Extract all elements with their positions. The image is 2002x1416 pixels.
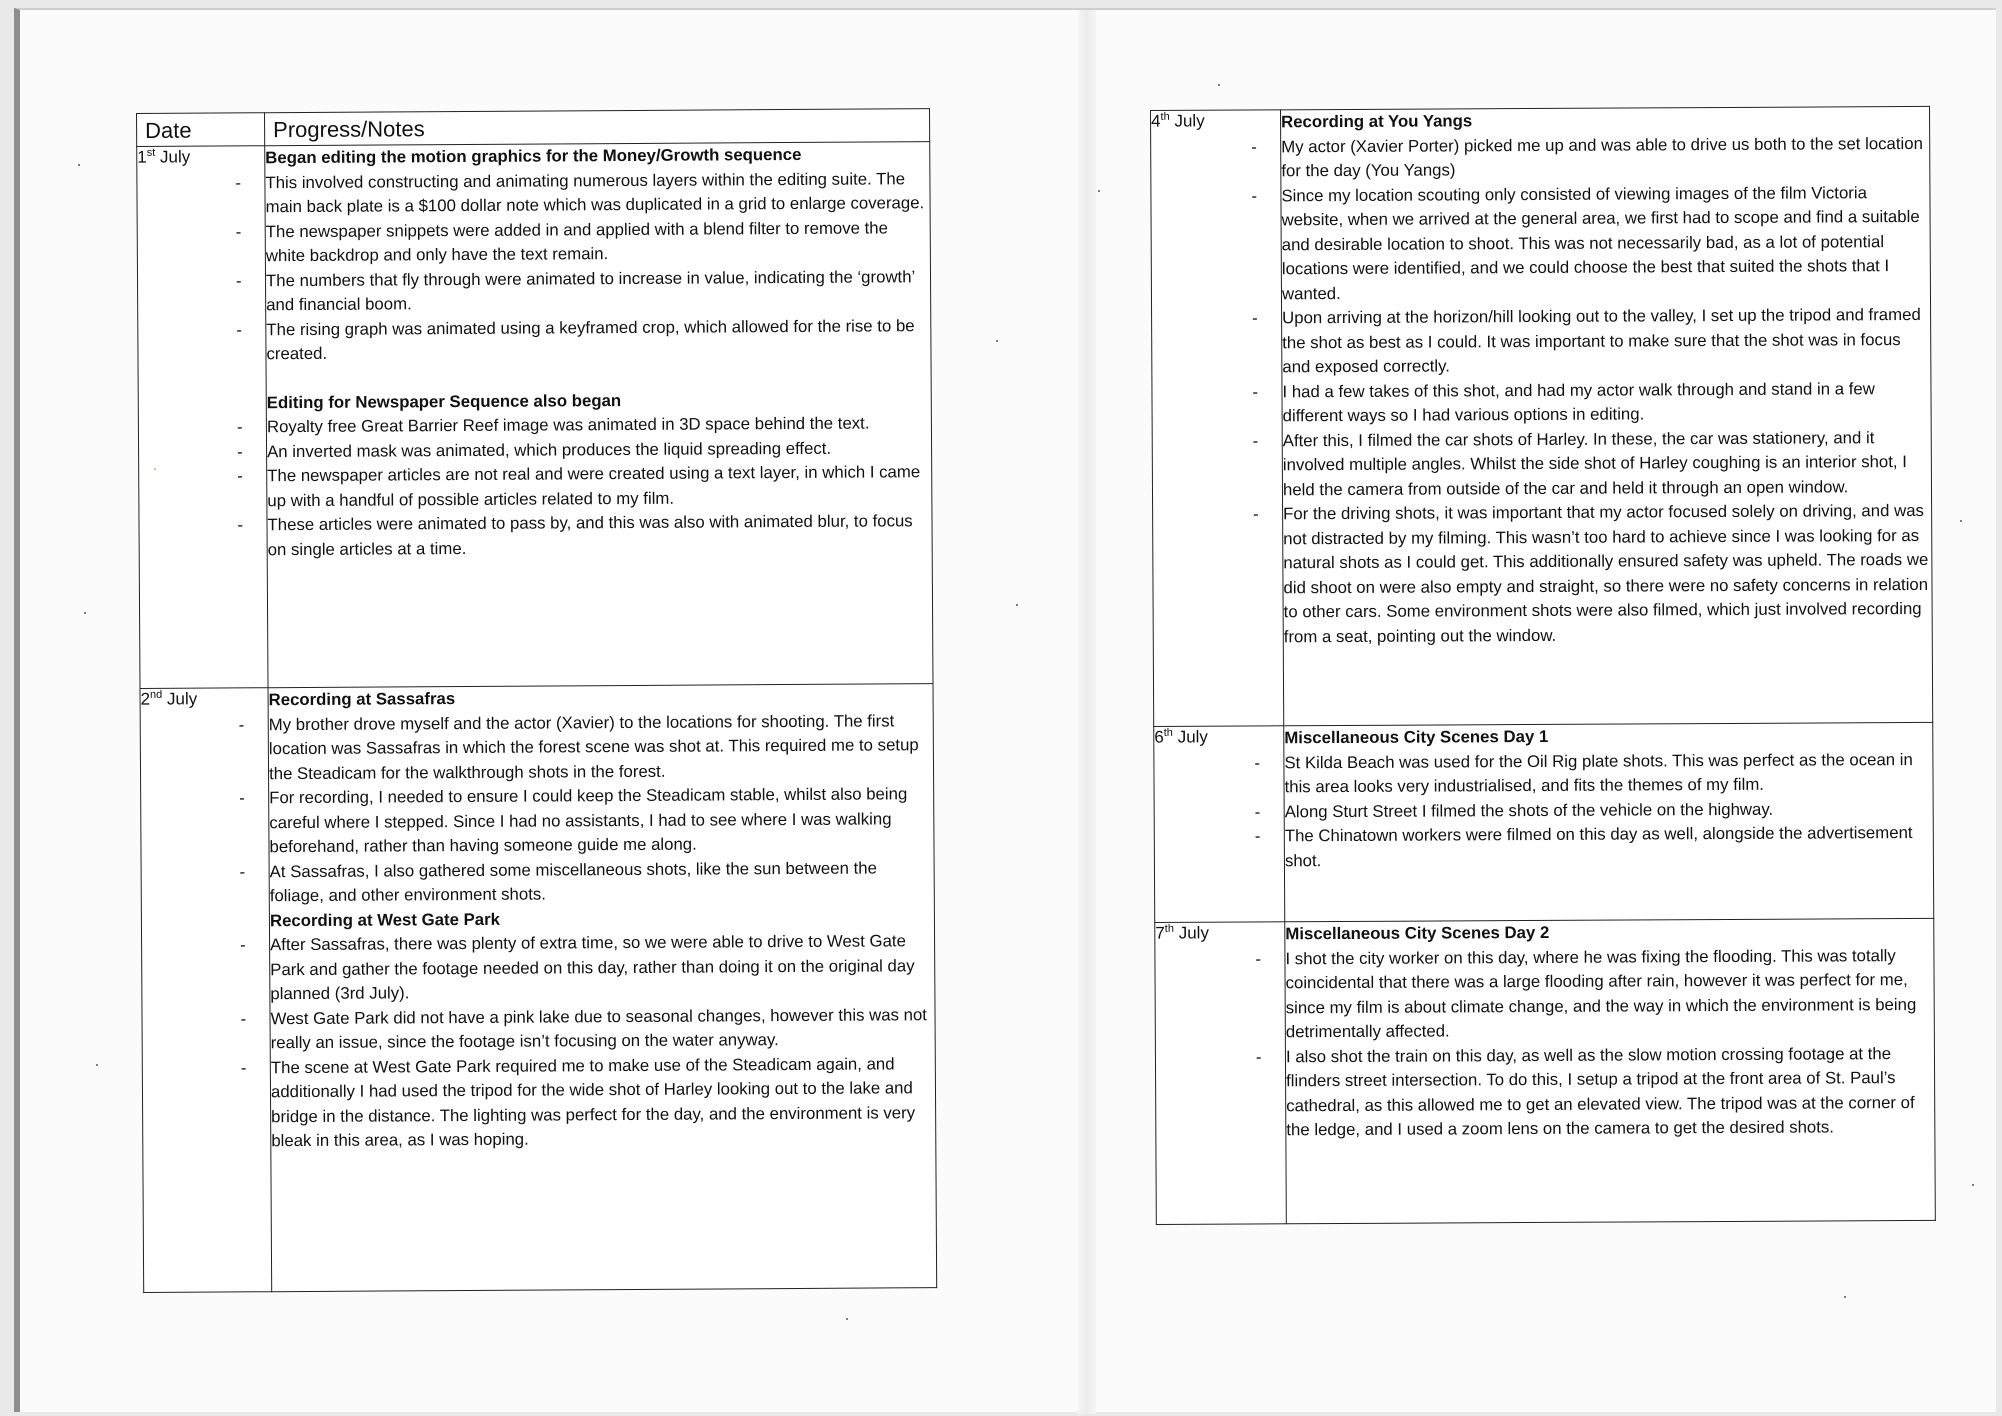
log-row [1155, 918, 1936, 1224]
right-progress-table [1150, 106, 1936, 1225]
scan-speck [78, 164, 80, 166]
scan-speck [84, 612, 86, 614]
note-item: - For recording, I needed to ensure I could keep the Steadicam stable, whilst also being careful where I stepped. Since I had no assistants, I had to see where I was walking beforehand, rather than having someone guide me along. [269, 782, 933, 860]
notes-list [270, 929, 935, 1154]
section-title: Began editing the motion graphics for the Money/Growth sequence [265, 144, 802, 168]
note-item: - These articles were animated to pass by, and this was also with animated blur, to focus on single articles at a time. [267, 509, 931, 562]
scan-speck [96, 1064, 98, 1066]
note-item: - For the driving shots, it was important that my actor focused solely on driving, and was not distracted by my filming. This wasn’t too hard to achieve since I was looking for as natural shots as I could get. This additionally ensured safety was upheld. The roads we did shoot on were also empty and straight, so there were no safety concerns in relation to other cars. Some environment shots were also filmed, which just involved recording from a seat, pointing out the window. [1283, 499, 1932, 649]
notes-column-header: Progress/Notes [265, 109, 930, 146]
note-item: - Upon arriving at the horizon/hill looking out to the valley, I set up the tripod and framed the shot as best as I could. It was important to make sure that the shot was in focus and exposed correctly. [1282, 303, 1930, 380]
scan-speck [154, 468, 156, 470]
date-suffix: th [1160, 110, 1170, 123]
table-header-row [137, 109, 930, 147]
date-cell [137, 146, 268, 689]
notes-list [1284, 747, 1933, 873]
notes-list [265, 167, 930, 367]
date-day: 7 [1155, 923, 1165, 943]
note-item: - The rising graph was animated using a keyframed crop, which allowed for the rise to be created. [266, 314, 930, 367]
date-month: July [1169, 111, 1205, 131]
notes-list [1285, 943, 1934, 1142]
note-item: - The newspaper snippets were added in and applied with a blend filter to remove the white backdrop and only have the text remain. [266, 216, 930, 269]
date-day: 2 [140, 689, 151, 709]
note-item: - My brother drove myself and the actor (Xavier) to the locations for shooting. The first location was Sassafras in which the forest scene was shot at. This required me to setup the Steadicam for the walkthrough shots in the forest. [269, 709, 933, 787]
date-day: 4 [1151, 111, 1161, 131]
note-item: - Royalty free Great Barrier Reef image was animated in 3D space behind the text. [267, 411, 931, 440]
note-item: - I had a few takes of this shot, and had my actor walk through and stand in a few different ways so I had various options in editing. [1282, 376, 1930, 428]
section-title: Recording at You Yangs [1281, 111, 1473, 132]
date-cell [1154, 726, 1285, 923]
notes-cell [265, 142, 933, 688]
section-title: Recording at West Gate Park [269, 909, 501, 930]
notes-list [1281, 131, 1932, 649]
note-item: - I also shot the train on this day, as well as the slow motion crossing footage at the flinders street intersection. To do this, I setup a tripod at the front area of St. Paul’s cathedral, as this allowed me to get an elevated view. The tripod was at the corner of the ledge, and I used a zoom lens on the camera to get the desired shots. [1286, 1041, 1935, 1142]
note-item: - An inverted mask was animated, which produces the liquid spreading effect. [267, 436, 931, 465]
notes-cell [1281, 106, 1933, 725]
date-suffix: nd [149, 688, 163, 701]
date-month: July [1172, 727, 1208, 747]
note-item: - After Sassafras, there was plenty of extra time, so we were able to drive to West Gate Park and gather the footage needed on this day, rather than doing it on the original day planned (3rd July). [270, 929, 934, 1007]
scan-speck [1972, 1184, 1974, 1186]
log-row [137, 142, 933, 689]
section-title: Recording at Sassafras [268, 689, 456, 710]
scan-speck [1016, 604, 1018, 606]
note-item: - St Kilda Beach was used for the Oil Rig plate shots. This was perfect as the ocean in this area looks very industrialised, and fits the themes of my film. [1284, 747, 1932, 799]
date-day: 6 [1154, 727, 1164, 747]
section-title: Miscellaneous City Scenes Day 2 [1285, 922, 1550, 944]
section-title: Editing for Newspaper Sequence also began [266, 390, 622, 412]
note-item: - Since my location scouting only consisted of viewing images of the film Victoria website, when we arrived at the general area, we first had to scope and find a suitable and desirable location to shoot. This was not necessarily bad, as a lot of potential locations were identified, and we could choose the best that suited the shots that I wanted. [1281, 180, 1930, 306]
notes-cell [1285, 918, 1936, 1223]
date-suffix: th [1163, 726, 1173, 739]
note-item: - After this, I filmed the car shots of Harley. In these, the car was stationery, and it involved multiple angles. Whilst the side shot of Harley coughing is an interior shot, I held the camera from outside of the car and held it through an open window. [1283, 425, 1931, 502]
log-row [1154, 722, 1934, 922]
note-item: - The numbers that fly through were animated to increase in value, indicating the ‘growth’ and financial boom. [266, 265, 930, 318]
date-column-header: Date [137, 113, 265, 147]
log-row [140, 684, 937, 1293]
note-item: - My actor (Xavier Porter) picked me up and was able to drive us both to the set location for the day (You Yangs) [1281, 131, 1929, 183]
scan-speck [996, 340, 998, 342]
scan-speck [1960, 520, 1962, 522]
notes-cell [1284, 722, 1934, 921]
date-month: July [155, 147, 191, 167]
log-row [1151, 106, 1933, 726]
notes-list [269, 709, 934, 909]
note-item: - Along Sturt Street I filmed the shots of the vehicle on the highway. [1285, 796, 1933, 824]
notes-cell [268, 684, 937, 1292]
left-progress-table [136, 108, 937, 1293]
date-month: July [162, 689, 198, 709]
section-title: Miscellaneous City Scenes Day 1 [1284, 726, 1549, 748]
notes-list [267, 411, 932, 562]
note-item: - This involved constructing and animating numerous layers within the editing suite. The main back plate is a $100 dollar note which was duplicated in a grid to enlarge coverage. [265, 167, 929, 220]
note-item: - The scene at West Gate Park required me to make use of the Steadicam again, and additionally I had used the tripod for the wide shot of Harley looking out to the lake and bridge in the distance. The lighting was perfect for the day, and the environment is very bleak in this area, as I was hoping. [271, 1052, 936, 1154]
page-fold [1078, 10, 1096, 1414]
note-item: - West Gate Park did not have a pink lake due to seasonal changes, however this was not really an issue, since the footage isn’t focusing on the water anyway. [270, 1003, 934, 1056]
scan-speck [1844, 1296, 1846, 1298]
date-suffix: th [1164, 922, 1174, 935]
date-cell [1155, 922, 1287, 1225]
scan-speck [1098, 190, 1100, 192]
date-cell [140, 688, 272, 1293]
date-month: July [1173, 923, 1209, 943]
note-item: - The newspaper articles are not real and were created using a text layer, in which I came up with a handful of possible articles related to my film. [267, 460, 931, 513]
date-suffix: st [146, 146, 156, 159]
note-item: - At Sassafras, I also gathered some miscellaneous shots, like the sun between the foliage, and other environment shots. [270, 856, 934, 909]
note-item: - The Chinatown workers were filmed on this day as well, alongside the advertisement shot. [1285, 821, 1933, 873]
note-item: - I shot the city worker on this day, where he was fixing the flooding. This was totally coincidental that there was a large flooding after rain, however it was perfect for me, since my film is about climate change, and the way in which the environment is being detrimentally affected. [1285, 943, 1934, 1044]
date-day: 1 [137, 147, 147, 167]
date-cell [1151, 110, 1284, 727]
scan-speck [846, 1318, 848, 1320]
scan-speck [1218, 84, 1220, 86]
